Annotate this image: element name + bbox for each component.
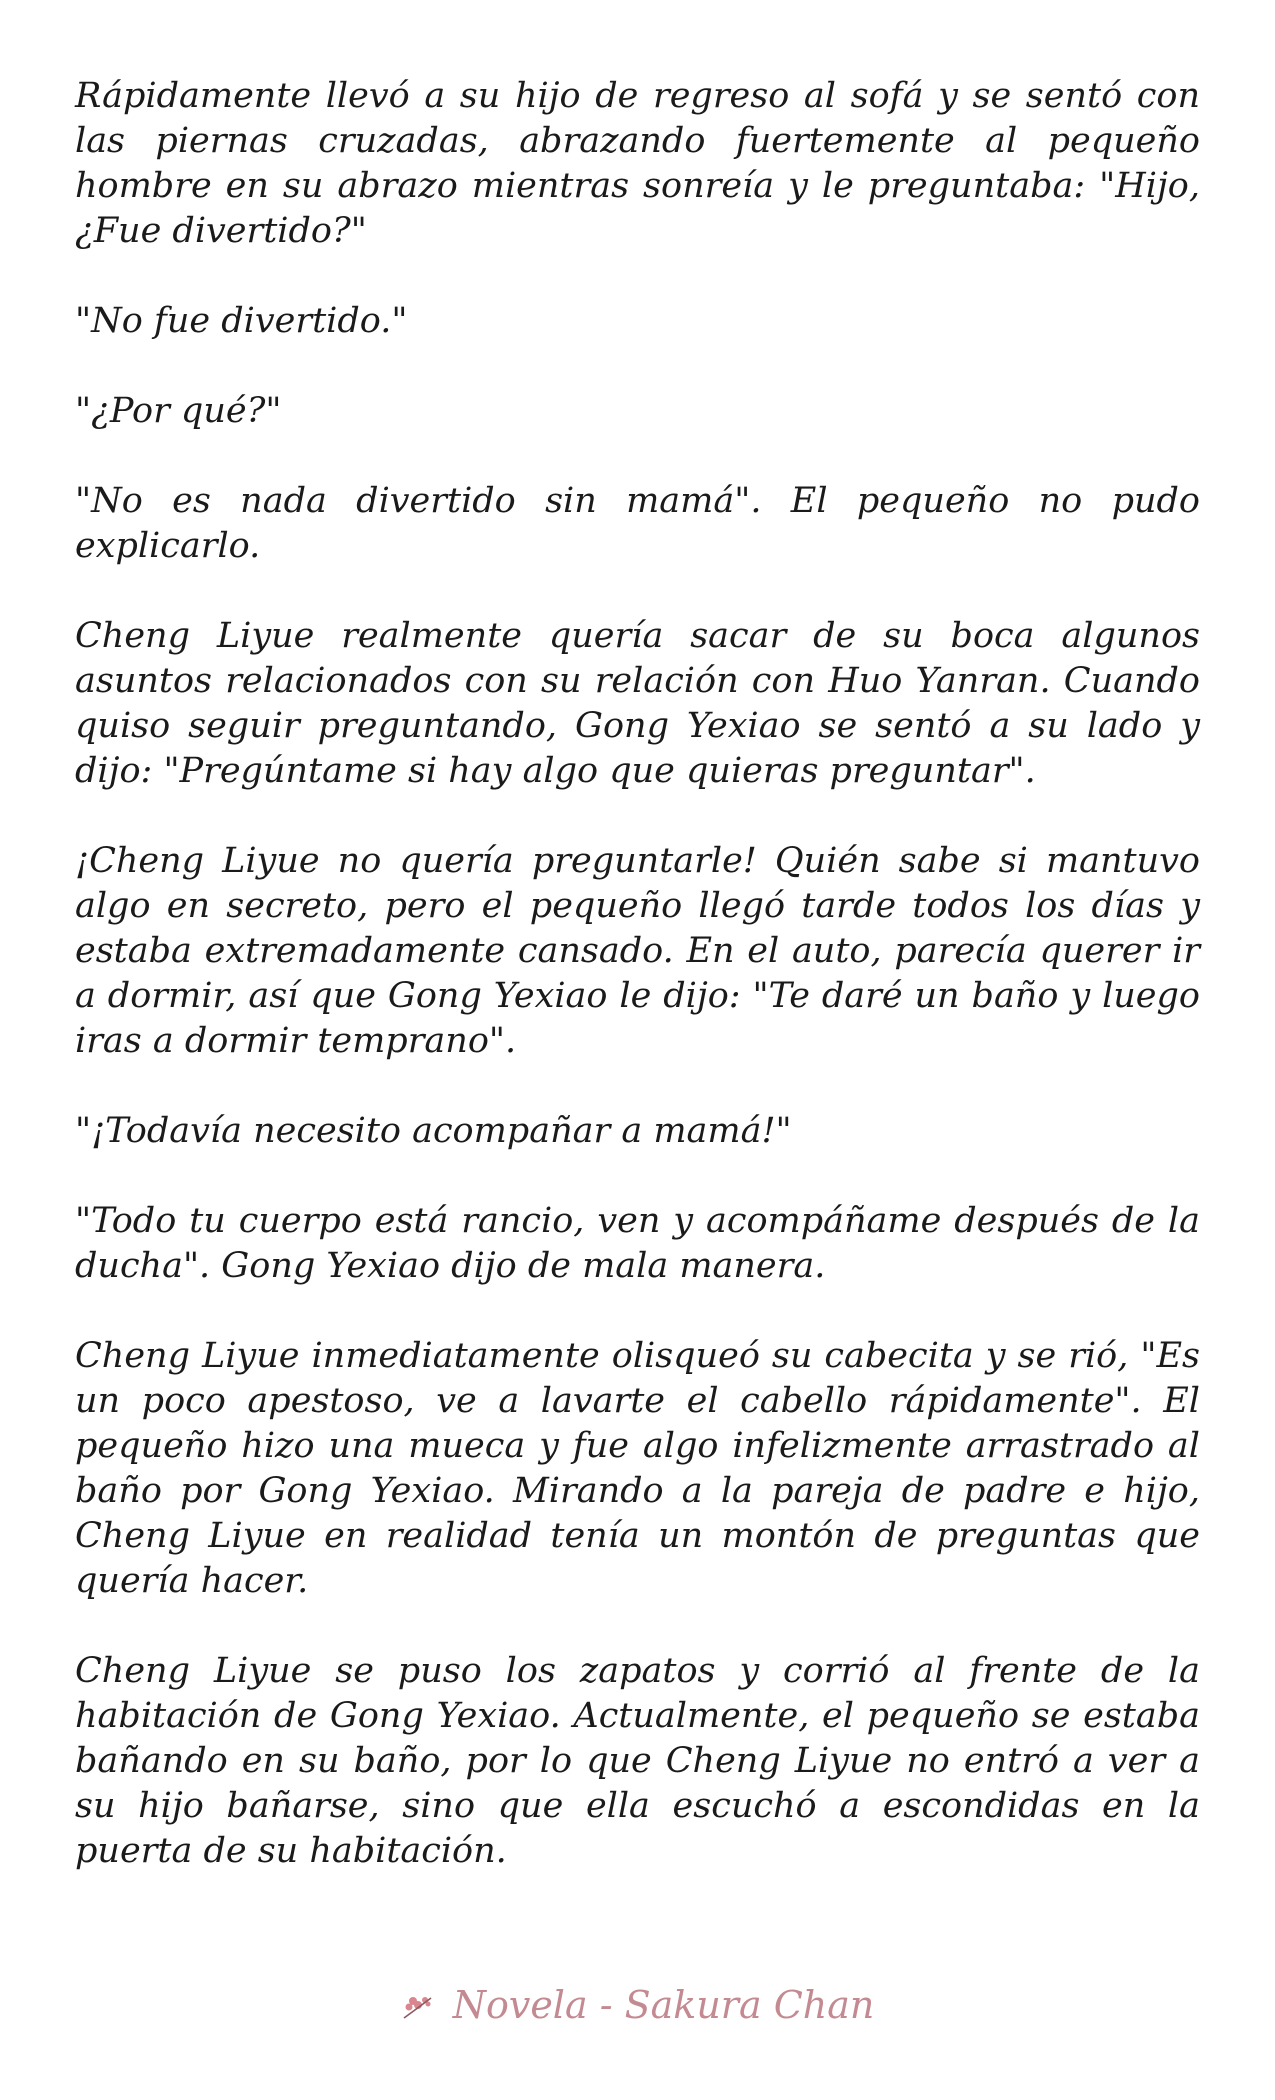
paragraph-6: ¡Cheng Liyue no quería preguntarle! Quién sabe si mantuvo algo en secreto, pero el pequeño llegó tarde todos los días y estaba extremadamente cansado. En el auto, parecía querer ir a dormir, así que Gong Yexiao le dijo: "Te daré un baño y luego iras a dormir temprano". bbox=[75, 841, 1200, 1061]
paragraph-10: Cheng Liyue se puso los zapatos y corrió al frente de la habitación de Gong Yexiao. Actualmente, el pequeño se estaba bañando en su baño, por lo que Cheng Liyue no entró a ver a su hijo bañarse, sino que ella escuchó a escondidas en la puerta de su habitación. bbox=[75, 1651, 1200, 1871]
paragraph-1: Rápidamente llevó a su hijo de regreso al sofá y se sentó con las piernas cruzadas, abrazando fuertemente al pequeño hombre en su abrazo mientras sonreía y le preguntaba: "Hijo, ¿Fue divertido?" bbox=[75, 76, 1200, 251]
paragraph-3: "¿Por qué?" bbox=[75, 391, 282, 431]
chapter-text bbox=[75, 74, 1200, 1874]
paragraph-5: Cheng Liyue realmente quería sacar de su boca algunos asuntos relacionados con su relación con Huo Yanran. Cuando quiso seguir preguntando, Gong Yexiao se sentó a su lado y dijo: "Pregúntame si hay algo que quieras preguntar". bbox=[75, 616, 1200, 791]
paragraph-8: "Todo tu cuerpo está rancio, ven y acompáñame después de la ducha". Gong Yexiao dijo de mala manera. bbox=[75, 1201, 1200, 1286]
paragraph-2: "No fue divertido." bbox=[75, 301, 408, 341]
paragraph-4: "No es nada divertido sin mamá". El pequeño no pudo explicarlo. bbox=[75, 481, 1200, 566]
sakura-blossom-icon bbox=[401, 1986, 435, 2032]
watermark bbox=[0, 1982, 1275, 2032]
watermark-text: Novela - Sakura Chan bbox=[452, 1983, 875, 2027]
paragraph-9: Cheng Liyue inmediatamente olisqueó su cabecita y se rió, "Es un poco apestoso, ve a lavarte el cabello rápidamente". El pequeño hizo una mueca y fue algo infelizmente arrastrado al baño por Gong Yexiao. Mirando a la pareja de padre e hijo, Cheng Liyue en realidad tenía un montón de preguntas que quería hacer. bbox=[75, 1336, 1200, 1601]
paragraph-7: "¡Todavía necesito acompañar a mamá!" bbox=[75, 1111, 792, 1151]
